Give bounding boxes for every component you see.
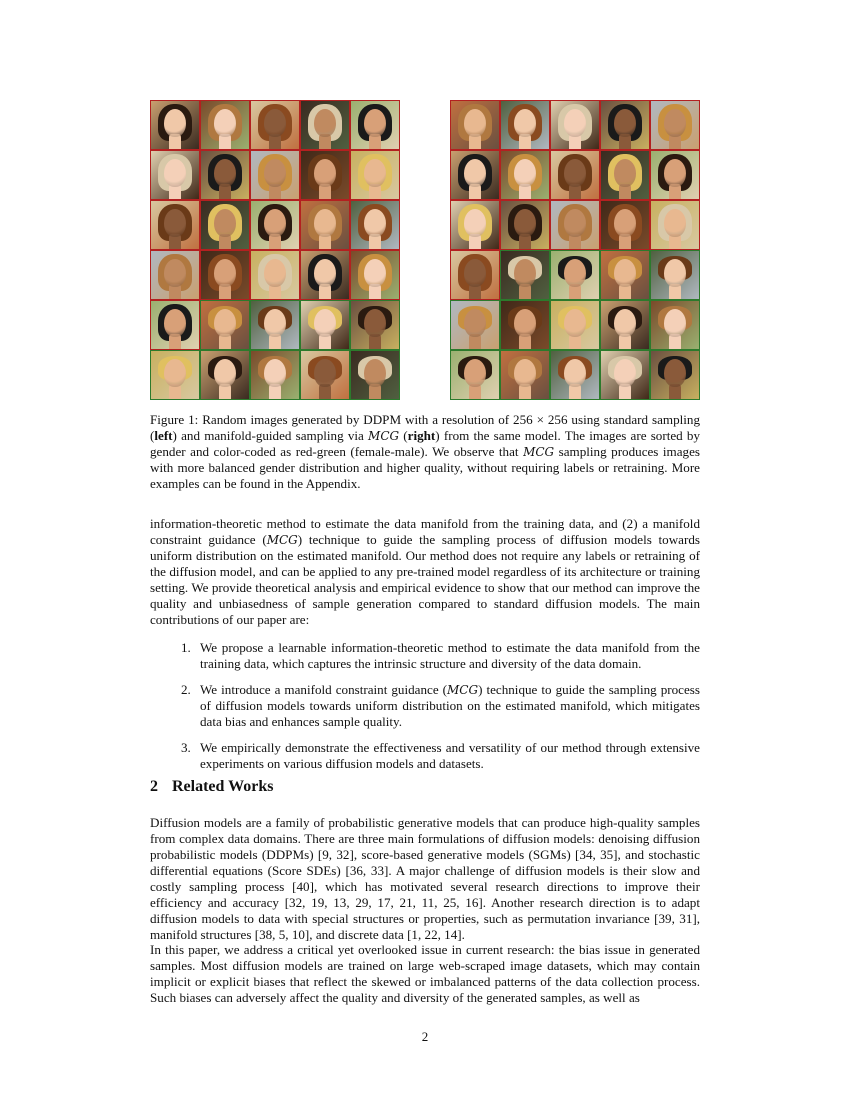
head-shape: [514, 259, 536, 288]
mcg-sampling-grid: [450, 100, 700, 400]
standard-sampling-grid: [150, 100, 400, 400]
face-thumbnail: [500, 200, 550, 250]
face-thumbnail: [250, 300, 300, 350]
head-shape: [164, 309, 186, 338]
face-thumbnail: [300, 300, 350, 350]
face-thumbnail: [200, 350, 250, 400]
face-thumbnail: [150, 150, 200, 200]
head-shape: [214, 209, 236, 238]
head-shape: [314, 359, 336, 388]
head-shape: [614, 209, 636, 238]
contribution-item: 2. We introduce a manifold constraint guidance (MCG) technique to guide the sampling process of diffusion models towards uniform distribution on the estimated manifold, which mitigates data bias and enhances sample quality.: [181, 682, 700, 729]
face-thumbnail: [550, 300, 600, 350]
face-thumbnail: [600, 200, 650, 250]
head-shape: [564, 159, 586, 188]
face-thumbnail: [500, 100, 550, 150]
face-thumbnail: [600, 350, 650, 400]
face-thumbnail: [650, 250, 700, 300]
head-shape: [514, 159, 536, 188]
face-thumbnail: [250, 150, 300, 200]
figure-caption: Figure 1: Random images generated by DDPM with a resolution of 256 × 256 using standard sampling (left) and manifold-guided sampling via MCG (right) from the same model. The images are sorted by gender and color-coded as red-green (female-male). We observe that MCG sampling produces images with more balanced gender distribution and higher quality, without requiring labels or retraining. More examples can be found in the Appendix.: [150, 412, 700, 491]
head-shape: [364, 159, 386, 188]
head-shape: [264, 259, 286, 288]
contributions-list: [150, 640, 700, 782]
face-thumbnail: [150, 100, 200, 150]
contribution-item: 1. We propose a learnable information-theoretic method to estimate the data manifold from the training data, which captures the intrinsic structure and diversity of the data domain.: [181, 640, 700, 671]
face-thumbnail: [350, 200, 400, 250]
face-thumbnail: [150, 200, 200, 250]
face-thumbnail: [200, 300, 250, 350]
face-thumbnail: [600, 300, 650, 350]
head-shape: [514, 359, 536, 388]
face-thumbnail: [550, 250, 600, 300]
head-shape: [564, 209, 586, 238]
face-thumbnail: [500, 350, 550, 400]
face-thumbnail: [600, 100, 650, 150]
face-thumbnail: [500, 300, 550, 350]
face-thumbnail: [250, 100, 300, 150]
head-shape: [264, 109, 286, 138]
section-heading: 2 Related Works: [150, 778, 274, 795]
head-shape: [264, 159, 286, 188]
head-shape: [564, 259, 586, 288]
head-shape: [164, 209, 186, 238]
head-shape: [314, 159, 336, 188]
face-thumbnail: [150, 250, 200, 300]
face-thumbnail: [200, 200, 250, 250]
related-works-paragraph-1: Diffusion models are a family of probabilistic generative models that can produce high-quality samples from complex data domains. There are three main formulations of diffusion models: denoising diffusion probabilistic models (DDPMs) [9, 32], score-based generative models (SGMs) [34, 35], and stochastic differential equations (Score SDEs) [36, 33]. A major challenge of diffusion models is their slow and costly sampling process [40], which has motivated several research directions to improve their efficiency and accuracy [32, 19, 13, 29, 17, 21, 11, 25, 16]. Another research direction is to adapt diffusion models to data with special structures or properties, such as permutation invariance [39, 31], manifold structures [38, 5, 10], and discrete data [1, 22, 14].: [150, 815, 700, 942]
head-shape: [664, 309, 686, 338]
head-shape: [564, 109, 586, 138]
face-thumbnail: [350, 150, 400, 200]
face-thumbnail: [350, 250, 400, 300]
face-thumbnail: [450, 350, 500, 400]
face-thumbnail: [300, 250, 350, 300]
head-shape: [164, 259, 186, 288]
head-shape: [464, 209, 486, 238]
head-shape: [214, 359, 236, 388]
head-shape: [614, 109, 636, 138]
head-shape: [514, 109, 536, 138]
face-thumbnail: [650, 100, 700, 150]
face-thumbnail: [500, 150, 550, 200]
face-thumbnail: [600, 150, 650, 200]
head-shape: [364, 309, 386, 338]
intro-paragraph: information-theoretic method to estimate the data manifold from the training data, and (2) a manifold constraint guidance (MCG) technique to guide the sampling process of diffusion models towards uniform distribution on the estimated manifold. Our method does not require any labels or retraining of the diffusion model, and can be applied to any pre-trained model regardless of its architecture or training setting. We provide theoretical analysis and empirical evidence to show that our method can improve the quality and unbiasedness of sample generation compared to standard diffusion models. The main contributions of our paper are:: [150, 516, 700, 627]
face-thumbnail: [450, 250, 500, 300]
head-shape: [464, 159, 486, 188]
face-thumbnail: [650, 200, 700, 250]
head-shape: [614, 259, 636, 288]
head-shape: [314, 309, 336, 338]
page-number: 2: [421, 1029, 429, 1044]
face-thumbnail: [550, 100, 600, 150]
head-shape: [464, 109, 486, 138]
head-shape: [214, 259, 236, 288]
face-thumbnail: [300, 350, 350, 400]
head-shape: [614, 159, 636, 188]
face-thumbnail: [200, 250, 250, 300]
head-shape: [164, 109, 186, 138]
head-shape: [264, 309, 286, 338]
face-thumbnail: [550, 200, 600, 250]
face-thumbnail: [150, 300, 200, 350]
head-shape: [464, 359, 486, 388]
face-thumbnail: [550, 350, 600, 400]
head-shape: [264, 359, 286, 388]
head-shape: [564, 309, 586, 338]
face-thumbnail: [250, 350, 300, 400]
face-thumbnail: [250, 200, 300, 250]
head-shape: [514, 209, 536, 238]
head-shape: [314, 209, 336, 238]
face-thumbnail: [350, 100, 400, 150]
face-thumbnail: [350, 350, 400, 400]
face-thumbnail: [650, 300, 700, 350]
head-shape: [664, 159, 686, 188]
head-shape: [314, 109, 336, 138]
head-shape: [664, 359, 686, 388]
face-thumbnail: [150, 350, 200, 400]
related-works-paragraph-2: In this paper, we address a critical yet overlooked issue in current research: the bias issue in generated samples. Most diffusion models are trained on large web-scraped image datasets, which may contain implicit or explicit biases that reflect the skewed or imbalanced patterns of the data collection process. Such biases can adversely affect the quality and diversity of the generated samples, as well as: [150, 942, 700, 1005]
face-thumbnail: [350, 300, 400, 350]
head-shape: [314, 259, 336, 288]
contribution-item: 3. We empirically demonstrate the effectiveness and versatility of our method through extensive experiments on various diffusion models and datasets.: [181, 740, 700, 771]
head-shape: [614, 309, 636, 338]
face-thumbnail: [650, 350, 700, 400]
head-shape: [164, 159, 186, 188]
head-shape: [464, 309, 486, 338]
face-thumbnail: [200, 150, 250, 200]
head-shape: [664, 109, 686, 138]
head-shape: [214, 109, 236, 138]
face-thumbnail: [450, 300, 500, 350]
head-shape: [564, 359, 586, 388]
head-shape: [664, 259, 686, 288]
head-shape: [364, 259, 386, 288]
head-shape: [364, 209, 386, 238]
face-thumbnail: [600, 250, 650, 300]
face-thumbnail: [250, 250, 300, 300]
head-shape: [614, 359, 636, 388]
head-shape: [364, 109, 386, 138]
head-shape: [664, 209, 686, 238]
figure-1: [150, 100, 700, 400]
face-thumbnail: [500, 250, 550, 300]
face-thumbnail: [200, 100, 250, 150]
head-shape: [264, 209, 286, 238]
face-thumbnail: [300, 100, 350, 150]
face-thumbnail: [450, 200, 500, 250]
face-thumbnail: [300, 150, 350, 200]
head-shape: [164, 359, 186, 388]
head-shape: [464, 259, 486, 288]
head-shape: [514, 309, 536, 338]
face-thumbnail: [650, 150, 700, 200]
face-thumbnail: [300, 200, 350, 250]
head-shape: [214, 309, 236, 338]
face-thumbnail: [450, 150, 500, 200]
head-shape: [364, 359, 386, 388]
face-thumbnail: [450, 100, 500, 150]
face-thumbnail: [550, 150, 600, 200]
head-shape: [214, 159, 236, 188]
